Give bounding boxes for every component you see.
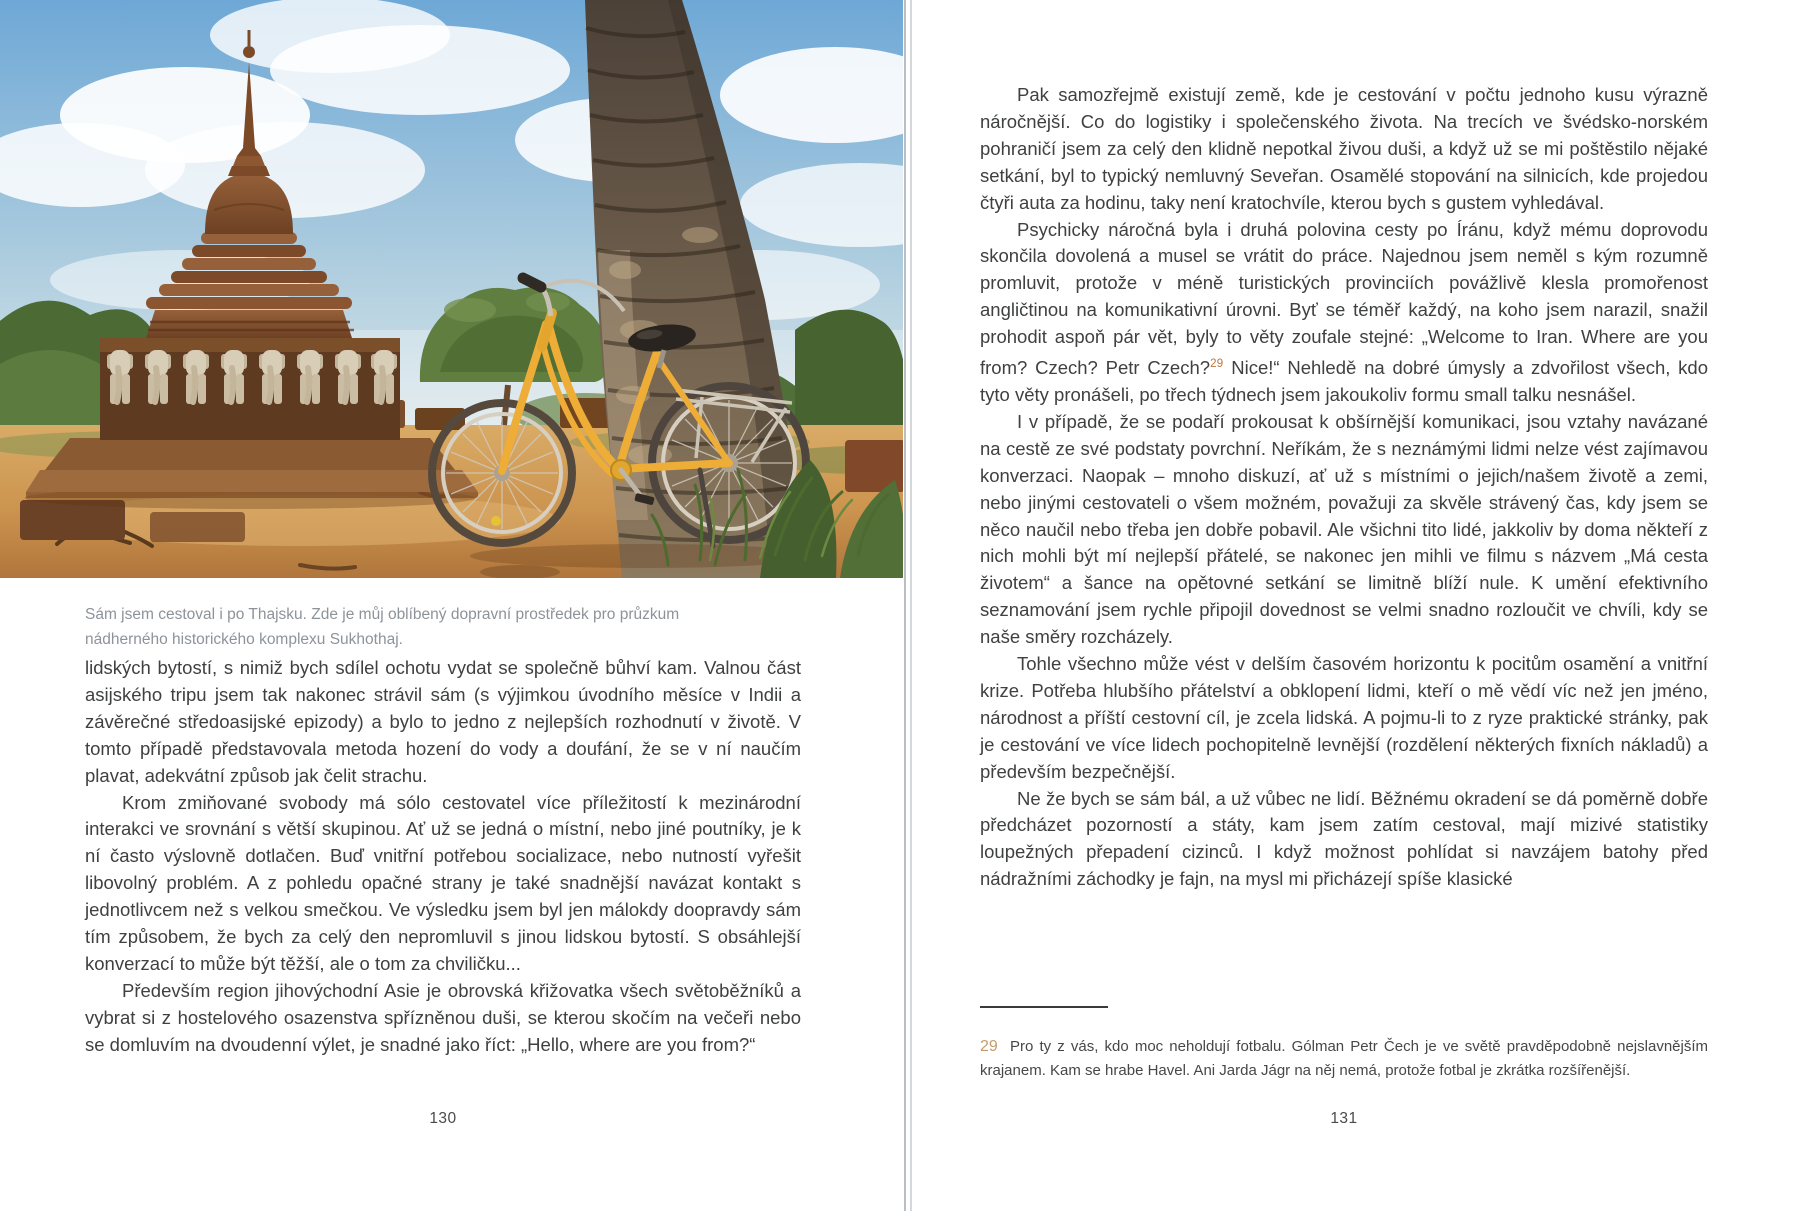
- right-page: [917, 0, 1800, 1211]
- left-text-column: [85, 655, 801, 1059]
- spine-line: [904, 0, 906, 1211]
- paragraph-text: Psychicky náročná byla i druhá polovina cesty po Íránu, když mému doprovodu skončila dovolená a musel se vrátit do práce. Najednou jsem neměl s kým rozumně promluvit, protože v méně turistických provinciích povážlivě klesla promořenost angličtinou na komunikativní úrovni. Byť se téměř každý, na koho jsem narazil, snažil prohodit aspoň pár vět, byly to věty zoufale stejné: „Welcome to Iran. Where are you from? Czech? Petr Czech?: [980, 218, 1708, 379]
- paragraph: Krom zmiňované svobody má sólo cestovatel více příležitostí k mezinárodní interakci ve srovnání s větší skupinou. Ať už se jedná o místní, nebo jiné poutníky, je k ní často výslovně dotlačen. Buď vnitřní potřebou socializace, nebo nutností vyřešit libovolný problém. A z pohledu opačné strany je také snadnější navázat kontakt s jednotlivcem než s velkou smečkou. Ve výsledku jsem byl jen málokdy doopravdy sám tím způsobem, že bych za celý den nepromluvil s jinou lidskou bytostí. S obsáhlejší konverzací to může být těžší, ale o tom za chviličku...: [85, 791, 801, 974]
- footnote-reference: 29: [1210, 358, 1224, 371]
- paragraph: Především region jihovýchodní Asie je obrovská křižovatka všech světoběžníků a vybrat si z hostelového osazenstva spřízněnou duši, se kterou skočím na večeři nebo se domluvím na dvoudenní výlet, je snadné jako říct: „Hello, where are you from?“: [85, 979, 801, 1055]
- paragraph: lidských bytostí, s nimiž bych sdílel ochotu vydat se společně bůhví kam. Valnou část asijského tripu jsem tak nakonec strávil sám (s výjimkou úvodního měsíce v Indii a závěrečné středoasijské epizody) a bylo to jedno z nejlepších rozhodnutí v životě. V tomto případě představovala metoda hození do vody a doufání, že se v ní naučím plavat, adekvátní způsob jak čelit strachu.: [85, 657, 801, 786]
- footnote: [980, 1035, 1708, 1082]
- paragraph-text: Nice!“ Nehledě na dobré úmysly a zdvořilost všech, kdo tyto věty pronášeli, po třech týdnech jsem jakoukoliv formu small talku nesnášel.: [980, 357, 1708, 405]
- paragraph-with-footnote-ref: [980, 217, 1708, 409]
- page-number-left: 130: [429, 1110, 457, 1127]
- paragraph: Ne že bych se sám bál, a už vůbec ne lidí. Běžnému okradení se dá poměrně dobře předcházet pozorností a státy, kam jsem zatím cestoval, mají mizivé statistiky loupežných přepadení cizinců. I když možnost pohlídat si navzájem batohy před nádražními záchodky je fajn, na mysl mi přicházejí spíše klasické: [980, 787, 1708, 890]
- photo-caption: Sám jsem cestoval i po Thajsku. Zde je můj oblíbený dopravní prostředek pro průzkum nádherného historického komplexu Sukhothaj.: [85, 605, 680, 648]
- footnote-spacer: [998, 1038, 1010, 1055]
- footnote-text: Pro ty z vás, kdo moc neholdují fotbalu. Gólman Petr Čech je ve světě pravděpodobně nejslavnějším krajanem. Kam se hrabe Havel. Ani Jarda Jágr na něj nemá, protože fotbal je zkrátka rozšířenější.: [980, 1038, 1708, 1079]
- paragraph: Pak samozřejmě existují země, kde je cestování v počtu jednoho kusu výrazně náročnější. Co do logistiky i společenského života. Na trecích ve švédsko-norském pohraničí jsem za celý den klidně nepotkal živou duši, a když už se mi poštěstilo nějaké setkání, byl to typický nemluvný Seveřan. Osamělé stopování na silnicích, kde projedou čtyři auta za hodinu, taky není kratochvíle, kterou bych s gustem vyhledával.: [980, 84, 1708, 213]
- footnote-divider: [980, 1006, 1108, 1008]
- footnote-marker: 29: [980, 1038, 998, 1055]
- page-number-right: 131: [1330, 1110, 1358, 1127]
- spine-divider: [903, 0, 917, 1211]
- paragraph: I v případě, že se podaří prokousat k obšírnější komunikaci, jsou vztahy navázané na cestě ze své podstaty povrchní. Neříkám, že s neznámými lidmi nelze vést zajímavou konverzaci. Naopak – mnoho diskuzí, ať už s místními o jejich/našem životě a zemi, nebo jinými cestovateli o všem možném, považuji za skvěle strávený čas, kdy jsem se něco naučil nebo třeba jen dobře pobavil. Ale všichni tito lidé, jakkoliv by doma někteří z nich mohli být mí nejlepší přátelé, se nakonec jen mihli ve filmu s názvem „Má cesta životem“ a šance na opětovné setkání se limitně blíží nule. K umění efektivního seznamování jsem rychle připojil dovednost se velmi snadno rozloučit ve chvíli, kdy se naše směry rozcházely.: [980, 410, 1708, 648]
- photo-sukhothai-bicycle: [0, 0, 903, 578]
- paragraph: Tohle všechno může vést v delším časovém horizontu k pocitům osamění a vnitřní krize. Potřeba hlubšího přátelství a obklopení lidmi, kteří o mě vědí víc než jen jméno, národnost a příští cestovní cíl, je zcela lidská. A pojmu-li to z ryze praktické stránky, pak je cestování ve více lidech pochopitelně levnější (rozdělení některých fixních nákladů) a především bezpečnější.: [980, 653, 1708, 782]
- right-text-column: [980, 82, 1708, 893]
- spine-line: [910, 0, 912, 1211]
